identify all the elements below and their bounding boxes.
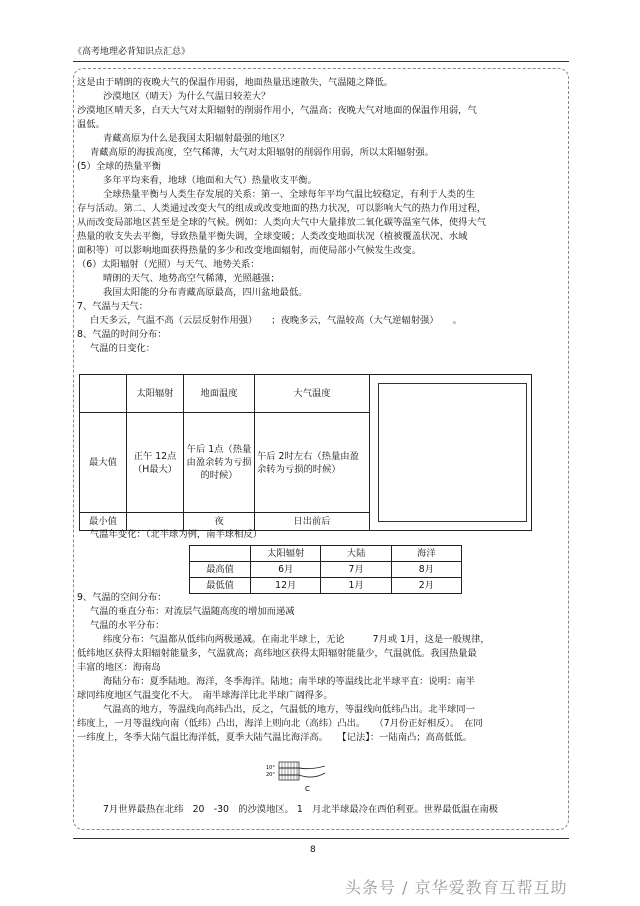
bottom-text-block bbox=[77, 591, 563, 745]
text-line: 气温的垂直分布：对流层气温随高度的增加而递减 bbox=[90, 606, 295, 617]
year-caption-text: 气温年变化：（北半球为例，南半球相反） bbox=[90, 529, 262, 540]
year-table-cell: 12月 bbox=[251, 578, 321, 594]
year-caption bbox=[77, 528, 563, 542]
text-line: 晴朗的天气、地势高空气稀薄，光照越强； bbox=[103, 273, 280, 284]
text-line: 沙漠地区晴天多，白天大气对太阳辐射的削弱作用小，气温高；夜晚大气对地面的保温作用弱，气 bbox=[77, 105, 477, 116]
daily-curve-chart-frame bbox=[378, 383, 527, 522]
cell-min-ground: 夜 bbox=[184, 513, 255, 531]
top-text-block bbox=[77, 76, 563, 356]
cell-max-air: 午后 2时左右（热量由盈余转为亏损的时候） bbox=[255, 413, 370, 513]
footer-rule bbox=[73, 838, 569, 839]
text-line: 青藏高原的海拔高度，空气稀薄，大气对太阳辐射的削弱作用弱，所以太阳辐射强。 bbox=[90, 147, 434, 158]
text-line: 青藏高原为什么是我国太阳辐射最强的地区？ bbox=[103, 133, 289, 144]
text-line: 海陆分布：夏季陆地。海洋，冬季海洋。陆地；南半球的等温线比北半球平直：说明：南半 bbox=[103, 676, 475, 687]
row-label-max: 最大值 bbox=[80, 413, 127, 513]
text-line: 多年平均来看，地球（地面和大气）热量收支平衡。 bbox=[103, 175, 317, 186]
text-line: 低纬地区获得太阳辐射能量多，气温就高；高纬地区获得太阳辐射能量少，气温就低。我国热量最 bbox=[77, 648, 477, 659]
text-line: 我国太阳能的分布青藏高原最高，四川盆地最低。 bbox=[103, 287, 308, 298]
yearly-temperature-table bbox=[189, 545, 462, 594]
text-line: 纬度上，一月等温线向南（低纬）凸出，海洋上则向北（高纬）凸出。 （7月份正好相反）。 在同 bbox=[77, 718, 483, 729]
text-line: 沙漠地区（晴天）为什么气温日较差大？ bbox=[103, 91, 271, 102]
text-line: 丰富的地区：海南岛 bbox=[77, 662, 161, 673]
year-table-cell: 2月 bbox=[391, 578, 461, 594]
text-line: （6）太阳辐射（光照）与天气、地势关系： bbox=[77, 259, 260, 270]
last-line-block bbox=[77, 803, 563, 817]
year-table-cell: 8月 bbox=[391, 562, 461, 578]
year-col-header: 大陆 bbox=[321, 546, 391, 562]
text-line: 气温的日变化： bbox=[90, 343, 156, 354]
cell-max-solar: 正午 12点（H最大） bbox=[127, 413, 184, 513]
text-line: 纬度分布：气温都从低纬向两极递减。在南北半球上，无论 7月或 1月，这是一般规律， bbox=[103, 634, 490, 645]
year-col-header: 海洋 bbox=[391, 546, 461, 562]
table-corner-cell bbox=[80, 375, 127, 413]
isotherm-line-1 bbox=[279, 766, 325, 769]
cell-max-ground: 午后 1点（热量由盈余转为亏损的时候） bbox=[184, 413, 255, 513]
header-rule bbox=[73, 61, 569, 62]
text-line: 存与活动。第二、人类通过改变大气的组成或改变地面的热力状况，可以影响大气的热力作用过程， bbox=[77, 203, 487, 214]
last-line-text: 7月世界最热在北纬 20 -30 的沙漠地区。 1 月北半球最冷在西伯利亚。世界最低温在南极 bbox=[103, 804, 499, 815]
text-line: 一纬度上，冬季大陆气温比海洋低，夏季大陆气温比海洋高。 【记法】：一陆南凸；高高低低。 bbox=[77, 732, 473, 743]
cell-min-air: 日出前后 bbox=[255, 513, 370, 531]
row-label-min: 最小值 bbox=[80, 513, 127, 531]
year-table-cell: 7月 bbox=[321, 562, 391, 578]
isotherm-mini-figure bbox=[265, 758, 345, 798]
text-line: 9、气温的空间分布： bbox=[77, 592, 167, 603]
col-header-air: 大气温度 bbox=[255, 375, 370, 413]
year-col-header bbox=[190, 546, 251, 562]
text-line: (5）全球的热量平衡 bbox=[77, 161, 161, 172]
text-line: 全球热量平衡与人类生存发展的关系：第一、全球每年平均气温比较稳定，有利于人类的生 bbox=[103, 189, 475, 200]
isotherm-line-2 bbox=[279, 773, 325, 777]
daily-curve-chart-area bbox=[370, 375, 532, 531]
text-line: 白天多云，气温不高（云层反射作用强） ；夜晚多云，气温较高（大气逆辐射强） 。 bbox=[90, 315, 462, 326]
daily-temperature-table bbox=[79, 374, 532, 531]
text-line: 球同纬度地区气温变化不大。 南半球海洋比北半球广阔得多。 bbox=[77, 690, 333, 701]
lat-label-10: 10° bbox=[266, 765, 275, 771]
document-header: 《高考地理必背知识点汇总》 bbox=[73, 47, 191, 57]
col-header-ground: 地面温度 bbox=[184, 375, 255, 413]
fig-label-c: C bbox=[305, 785, 310, 793]
year-col-header: 太阳辐射 bbox=[251, 546, 321, 562]
year-table-cell: 1月 bbox=[321, 578, 391, 594]
year-table-cell: 最低值 bbox=[190, 578, 251, 594]
watermark-text: 头条号 / 京华爱教育互帮互助 bbox=[345, 878, 568, 897]
text-line: 气温的水平分布： bbox=[90, 620, 165, 631]
col-header-solar: 太阳辐射 bbox=[127, 375, 184, 413]
text-line: 8、气温的时间分布： bbox=[77, 329, 167, 340]
table-row bbox=[190, 562, 462, 578]
text-line: 气温高的地方，等温线向高纬凸出，反之，气温低的地方，等温线向低纬凸出。北半球同一 bbox=[103, 704, 475, 715]
text-line: 热量的收支失去平衡，导致热量平衡失调，全球变暖；人类改变地面状况（植被覆盖状况、水域 bbox=[77, 231, 468, 242]
text-line: 面积等）可以影响地面获得热量的多少和改变地面辐射，而使局部小气候发生改变。 bbox=[77, 245, 421, 256]
page-number: 8 bbox=[310, 845, 316, 855]
text-line: 温低。 bbox=[77, 119, 105, 130]
text-line: 7、气温与天气： bbox=[77, 301, 148, 312]
year-table-cell: 6月 bbox=[251, 562, 321, 578]
text-line: 这是由于晴朗的夜晚大气的保温作用弱，地面热量迅速散失，气温随之降低。 bbox=[77, 77, 394, 88]
lat-label-20: 20° bbox=[266, 772, 275, 778]
year-table-cell: 最高值 bbox=[190, 562, 251, 578]
text-line: 从而改变局部地区甚至是全球的气候。例如：人类向大气中大量排放二氧化碳等温室气体，使得大气 bbox=[77, 217, 487, 228]
